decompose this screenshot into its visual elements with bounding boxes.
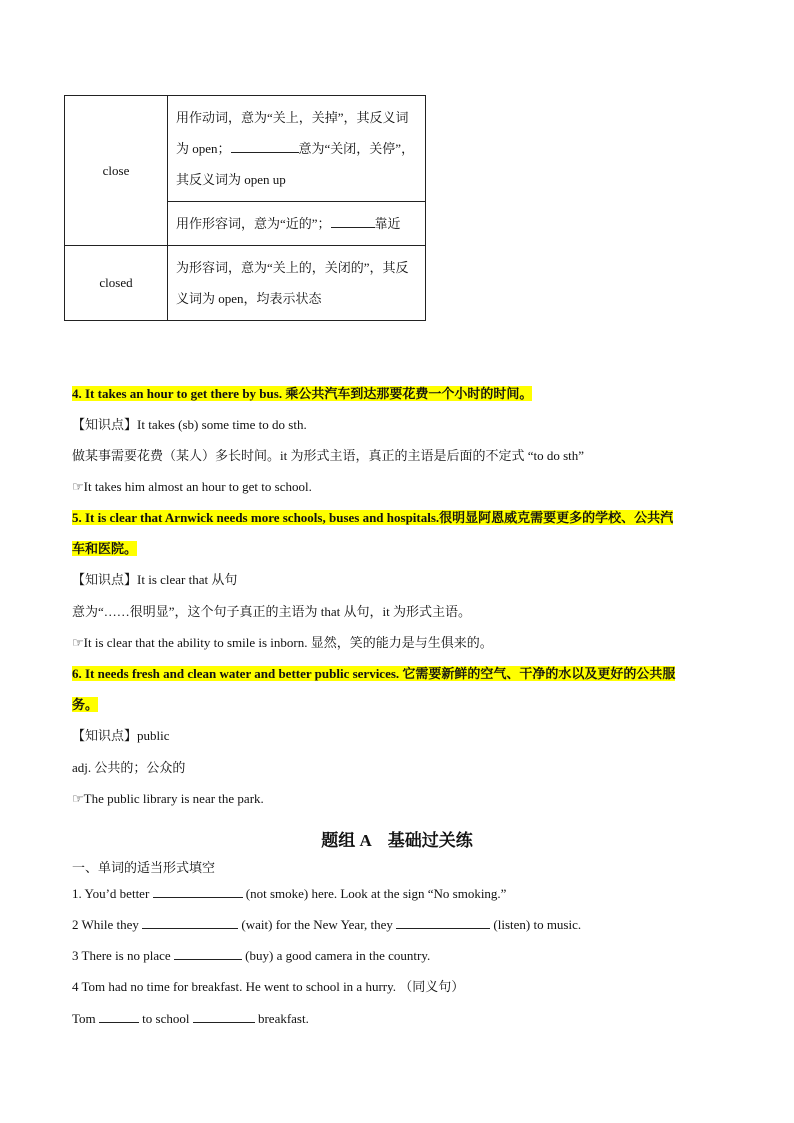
table-word-close: close [65,96,168,246]
fill-blank[interactable] [331,213,375,228]
table-word-closed: closed [65,246,168,321]
explanation: adj. 公共的；公众的 [72,760,186,775]
section-title-a: 题组 A [321,831,372,850]
sentence-text: 6. It needs fresh and clean water and better public services. 它需要新鲜的空气、干净的水以及更好的公共服 [72,666,676,681]
question-text: 1. You’d better [72,886,150,901]
explanation: 意为“……很明显”，这个句子真正的主语为 that 从句，it 为形式主语。 [72,604,472,619]
example: ☞The public library is near the park. [72,791,264,806]
knowledge-point [72,570,237,590]
def-text: 用作动词，意为“关上，关掉”，其反义词为 open； [176,110,409,156]
question-text: breakfast. [257,1011,309,1026]
sentence-text: 4. It takes an hour to get there by bus. 乘公共汽车到达那要花费一个小时的时间。 [72,386,533,401]
sentence-text: 车和医院。 [72,541,138,556]
question-3 [72,945,430,966]
answer-blank[interactable] [99,1008,139,1023]
sentence-text: 务。 [72,697,99,712]
answer-blank[interactable] [174,945,242,960]
def-text: 靠近 [374,216,401,231]
question-text: (wait) for the New Year, they [241,917,393,932]
sentence-6-line1 [72,664,675,684]
question-1 [72,883,506,904]
knowledge-point [72,726,170,746]
answer-blank[interactable] [396,914,490,929]
question-text: (listen) to music. [493,917,582,932]
sentence-text: 5. It is clear that Arnwick needs more schools, buses and hospitals.很明显阿恩威克需要更多的学校、公共汽 [72,510,674,525]
section-title [0,826,794,851]
table-def [168,202,426,246]
point-text: public [137,728,170,743]
section-title-b: 基础过关练 [387,831,473,850]
question-text: 2 While they [72,917,139,932]
exercise-heading: 一、单词的适当形式填空 [72,860,216,875]
answer-blank[interactable] [193,1008,255,1023]
question-4: 4 Tom had no time for breakfast. He went to school in a hurry. （同义句） [72,979,465,994]
answer-blank[interactable] [142,914,238,929]
answer-blank[interactable] [153,883,243,898]
question-4-answer [72,1008,309,1029]
vocab-table [64,95,426,321]
sentence-6-line2 [72,695,98,715]
def-text: 用作形容词，意为“近的”； [176,216,331,231]
knowledge-point [72,415,307,435]
point-label: 【知识点】 [72,572,138,587]
point-label: 【知识点】 [72,728,138,743]
question-text: to school [142,1011,190,1026]
sentence-5-line1 [72,508,673,528]
point-text: It takes (sb) some time to do sth. [137,417,307,432]
question-text: Tom [72,1011,96,1026]
question-2 [72,914,581,935]
question-text: 3 There is no place [72,948,171,963]
example: ☞It takes him almost an hour to get to school. [72,479,312,494]
def-text: 为形容词，意为“关上的，关闭的”，其反义词为 open，均表示状态 [176,260,409,306]
table-def [168,246,426,321]
question-text: (not smoke) here. Look at the sign “No smoking.” [245,886,507,901]
sentence-5-line2 [72,539,137,559]
def-text: 意为“关闭，关停”，其反义词为 open up [176,141,415,187]
sentence-4 [72,384,532,404]
point-text: It is clear that 从句 [137,572,238,587]
table-def [168,96,426,202]
point-label: 【知识点】 [72,417,138,432]
fill-blank[interactable] [231,138,299,153]
question-text: (buy) a good camera in the country. [245,948,431,963]
explanation: 做某事需要花费（某人）多长时间。it 为形式主语，真正的主语是后面的不定式 “to do sth” [72,448,585,463]
example: ☞It is clear that the ability to smile is inborn. 显然，笑的能力是与生俱来的。 [72,635,493,650]
